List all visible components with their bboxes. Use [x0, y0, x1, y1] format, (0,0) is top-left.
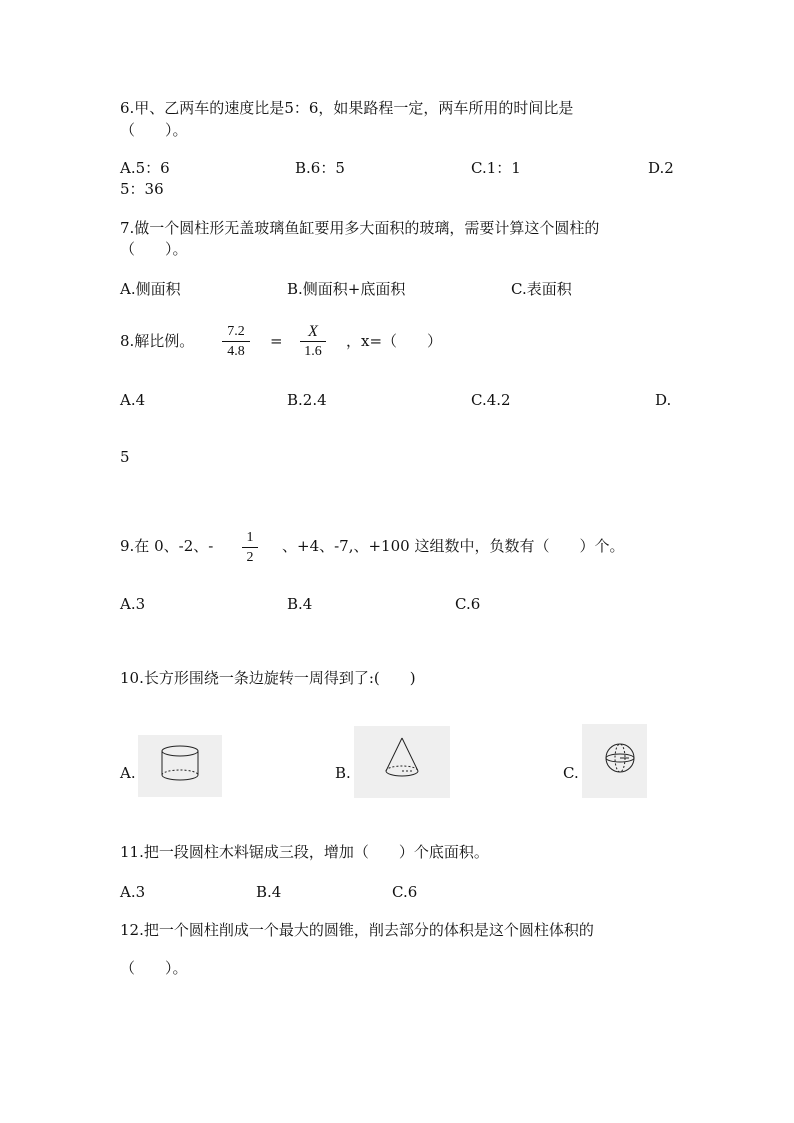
fraction-x-over-1.6: [300, 323, 326, 360]
q9-option-b[interactable]: B.4: [287, 595, 313, 613]
q9-option-a[interactable]: A.3: [120, 595, 146, 613]
fraction-numerator: 7.2: [227, 324, 245, 339]
fraction-bar: [300, 341, 326, 342]
fraction-numerator: 1: [246, 530, 254, 545]
question-8-tail: ，x=（ ）: [346, 332, 443, 350]
question-12-text: 12.把一个圆柱削成一个最大的圆锥，削去部分的体积是这个圆柱体积的: [120, 921, 594, 939]
q6-option-d-continued: 5：36: [120, 180, 164, 198]
q11-option-b[interactable]: B.4: [256, 883, 282, 901]
q7-option-c[interactable]: C.表面积: [511, 280, 572, 298]
equals-sign: =: [270, 332, 283, 350]
q9-option-c[interactable]: C.6: [455, 595, 481, 613]
q7-option-b[interactable]: B.侧面积+底面积: [287, 280, 406, 298]
q8-option-c[interactable]: C.4.2: [471, 391, 511, 409]
q6-option-a[interactable]: A.5：6: [120, 159, 170, 177]
question-7-text: 7.做一个圆柱形无盖玻璃鱼缸要用多大面积的玻璃，需要计算这个圆柱的: [120, 219, 600, 237]
question-7-blank: （ ）。: [120, 240, 188, 258]
fraction-denominator: 2: [246, 550, 254, 565]
fraction-bar: [222, 341, 250, 342]
fraction-bar: [242, 547, 258, 548]
q11-option-c[interactable]: C.6: [392, 883, 418, 901]
question-6-blank: （ ）。: [120, 121, 188, 139]
fraction-denominator: 4.8: [227, 344, 245, 359]
q8-option-a[interactable]: A.4: [120, 391, 146, 409]
q8-option-b[interactable]: B.2.4: [287, 391, 327, 409]
cylinder-image[interactable]: [138, 735, 222, 797]
question-10-text: 10.长方形围绕一条边旋转一周得到了:( ): [120, 669, 416, 687]
q8-option-d-continued: 5: [120, 448, 130, 466]
cone-icon: [354, 726, 450, 798]
sphere-image[interactable]: [582, 724, 647, 798]
q8-option-d[interactable]: D.: [655, 391, 672, 409]
question-11-text: 11.把一段圆柱木料锯成三段，增加（ ）个底面积。: [120, 843, 489, 861]
question-8-label: 8.解比例。: [120, 332, 195, 350]
q7-option-a[interactable]: A.侧面积: [120, 280, 181, 298]
q10-option-a[interactable]: A.: [120, 764, 136, 782]
q11-option-a[interactable]: A.3: [120, 883, 146, 901]
question-9-text-end: 、+4、-7,、+100 这组数中，负数有（ ）个。: [282, 537, 625, 555]
fraction-7.2-over-4.8: [222, 323, 250, 360]
q6-option-d[interactable]: D.2: [648, 159, 674, 177]
sphere-icon: [582, 724, 647, 798]
question-6-text: 6.甲、乙两车的速度比是5：6，如果路程一定，两车所用的时间比是: [120, 99, 574, 117]
cone-image[interactable]: [354, 726, 450, 798]
fraction-numerator: X: [308, 323, 318, 340]
question-9-text-start: 9.在 0、-2、-: [120, 537, 214, 555]
q10-option-b[interactable]: B.: [335, 764, 351, 782]
cylinder-icon: [138, 735, 222, 797]
fraction-denominator: 1.6: [304, 344, 322, 359]
question-12-blank: （ ）。: [120, 959, 188, 977]
q6-option-b[interactable]: B.6：5: [295, 159, 345, 177]
q10-option-c[interactable]: C.: [563, 764, 579, 782]
q6-option-c[interactable]: C.1：1: [471, 159, 521, 177]
fraction-one-half: [242, 529, 258, 566]
